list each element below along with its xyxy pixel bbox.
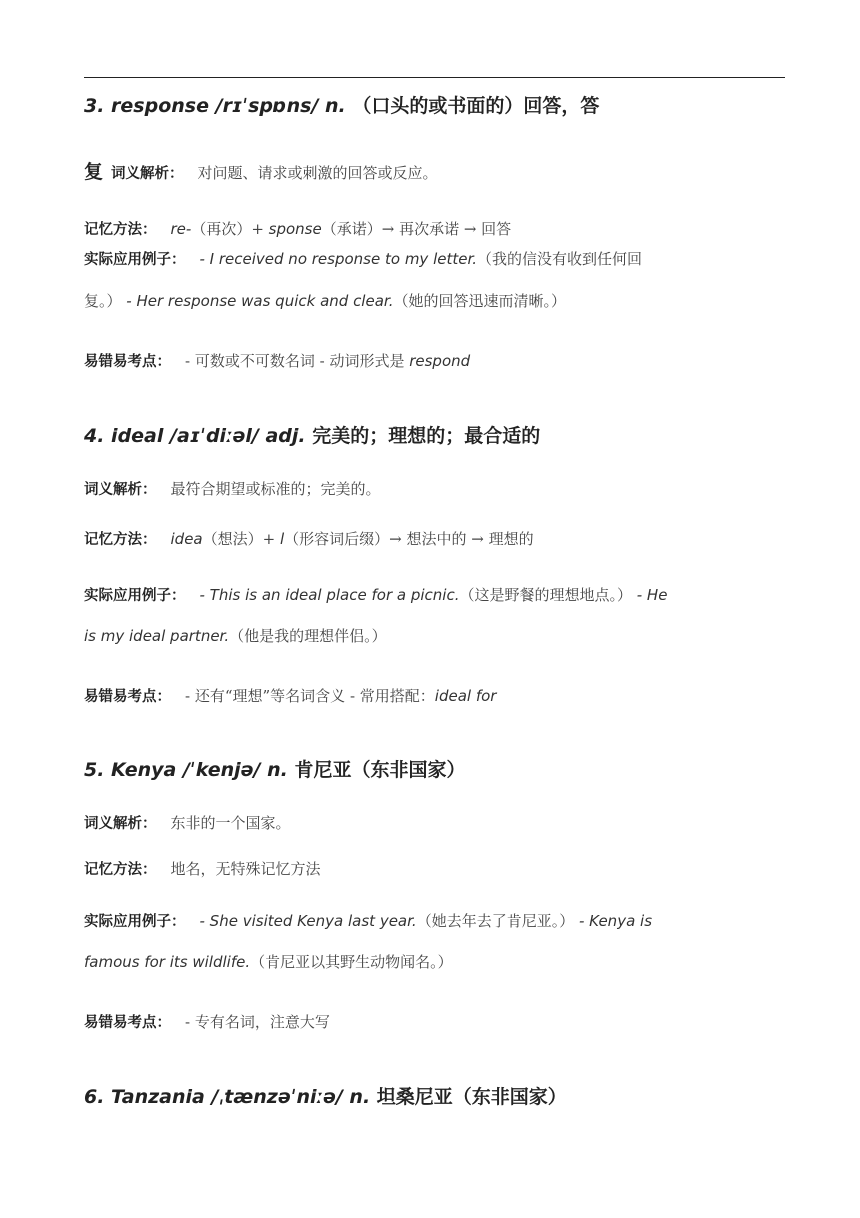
pitfalls-label: 易错易考点： [84,689,171,705]
phonetic: /ˌtænzəˈniːə/ [211,1086,343,1108]
examples-label: 实际应用例子： [84,914,186,930]
memory-label: 记忆方法： [84,222,157,238]
pitfalls-row [84,685,496,706]
example-cn: 复。） [84,292,122,310]
sense-text: 对问题、请求或刺激的回答或反应。 [197,164,438,182]
entry-heading [84,91,599,118]
example-cn: （我的信没有收到任何回 [477,250,643,268]
memory-part: （想法）+ [202,530,280,548]
example-cn: （她的回答迅速而清晰。） [393,292,566,310]
sense-row [84,812,291,833]
pitfalls-label: 易错易考点： [84,354,171,370]
entry-heading [84,755,465,782]
examples-row [84,584,667,605]
pitfalls-row [84,1011,330,1032]
example-en: - This is an ideal place for a picnic. [199,586,460,604]
sense-text: 最符合期望或标准的；完美的。 [170,480,381,498]
pitfalls-row [84,350,470,371]
part-of-speech: n. [325,95,346,117]
example-en: - Kenya is [574,912,653,930]
example-cn: （这是野餐的理想地点。） [459,586,632,604]
memory-part: idea [170,530,203,548]
meaning: 完美的；理想的；最合适的 [312,425,541,447]
memory-part: sponse [268,220,322,238]
headword: 6. Tanzania [84,1086,205,1108]
pitfalls-text: - 还有“理想”等名词含义 - 常用搭配： [185,687,435,705]
part-of-speech: adj. [265,425,306,447]
example-en: - Her response was quick and clear. [121,292,394,310]
example-cn: （他是我的理想伴侣。） [229,627,387,645]
memory-part: （再次）+ [191,220,269,238]
entry-heading [84,1082,567,1109]
memory-row [84,858,321,879]
pitfalls-label: 易错易考点： [84,1015,171,1031]
examples-row-cont [84,290,566,311]
memory-row [84,218,511,239]
sense-row [84,478,381,499]
memory-part: l [279,530,285,548]
phonetic: /rɪˈspɒns/ [215,95,319,117]
examples-row [84,910,652,931]
headword: 5. Kenya [84,759,177,781]
examples-row-cont [84,625,387,646]
memory-label: 记忆方法： [84,862,157,878]
phonetic: /aɪˈdiːəl/ [170,425,259,447]
meaning: （口头的或书面的）回答，答 [352,95,600,117]
example-cn: （她去年去了肯尼亚。） [416,912,575,930]
memory-row [84,528,534,549]
sense-label: 词义解析： [84,816,157,832]
examples-label: 实际应用例子： [84,252,186,268]
example-en: famous for its wildlife. [84,953,251,971]
pitfalls-text: - 专有名词，注意大写 [185,1013,330,1031]
entry-heading [84,421,540,448]
headword: 3. response [84,95,209,117]
meaning-continuation: 复 [84,161,104,183]
memory-text: 地名，无特殊记忆方法 [170,860,321,878]
pitfalls-text: - 可数或不可数名词 - 动词形式是 [185,352,410,370]
phonetic: /ˈkenjə/ [182,759,261,781]
memory-part: （承诺）→ 再次承诺 → 回答 [321,220,512,238]
example-en: - I received no response to my letter. [199,250,478,268]
part-of-speech: n. [349,1086,371,1108]
sense-label: 词义解析： [84,482,157,498]
header-rule [84,77,785,78]
meaning: 坦桑尼亚（东非国家） [376,1086,567,1108]
pitfalls-term: ideal for [434,687,497,705]
part-of-speech: n. [267,759,288,781]
headword: 4. ideal [84,425,164,447]
examples-row [84,248,642,269]
example-en: - He [631,586,668,604]
memory-part: re- [170,220,192,238]
memory-label: 记忆方法： [84,532,157,548]
examples-row-cont [84,951,453,972]
sense-row [84,157,438,184]
sense-text: 东非的一个国家。 [170,814,291,832]
examples-label: 实际应用例子： [84,588,186,604]
pitfalls-term: respond [409,352,471,370]
meaning: 肯尼亚（东非国家） [294,759,466,781]
memory-part: （形容词后缀）→ 想法中的 → 理想的 [284,530,534,548]
sense-label: 词义解析： [111,166,184,182]
example-cn: （肯尼亚以其野生动物闻名。） [250,953,453,971]
example-en: is my ideal partner. [84,627,230,645]
example-en: - She visited Kenya last year. [199,912,417,930]
